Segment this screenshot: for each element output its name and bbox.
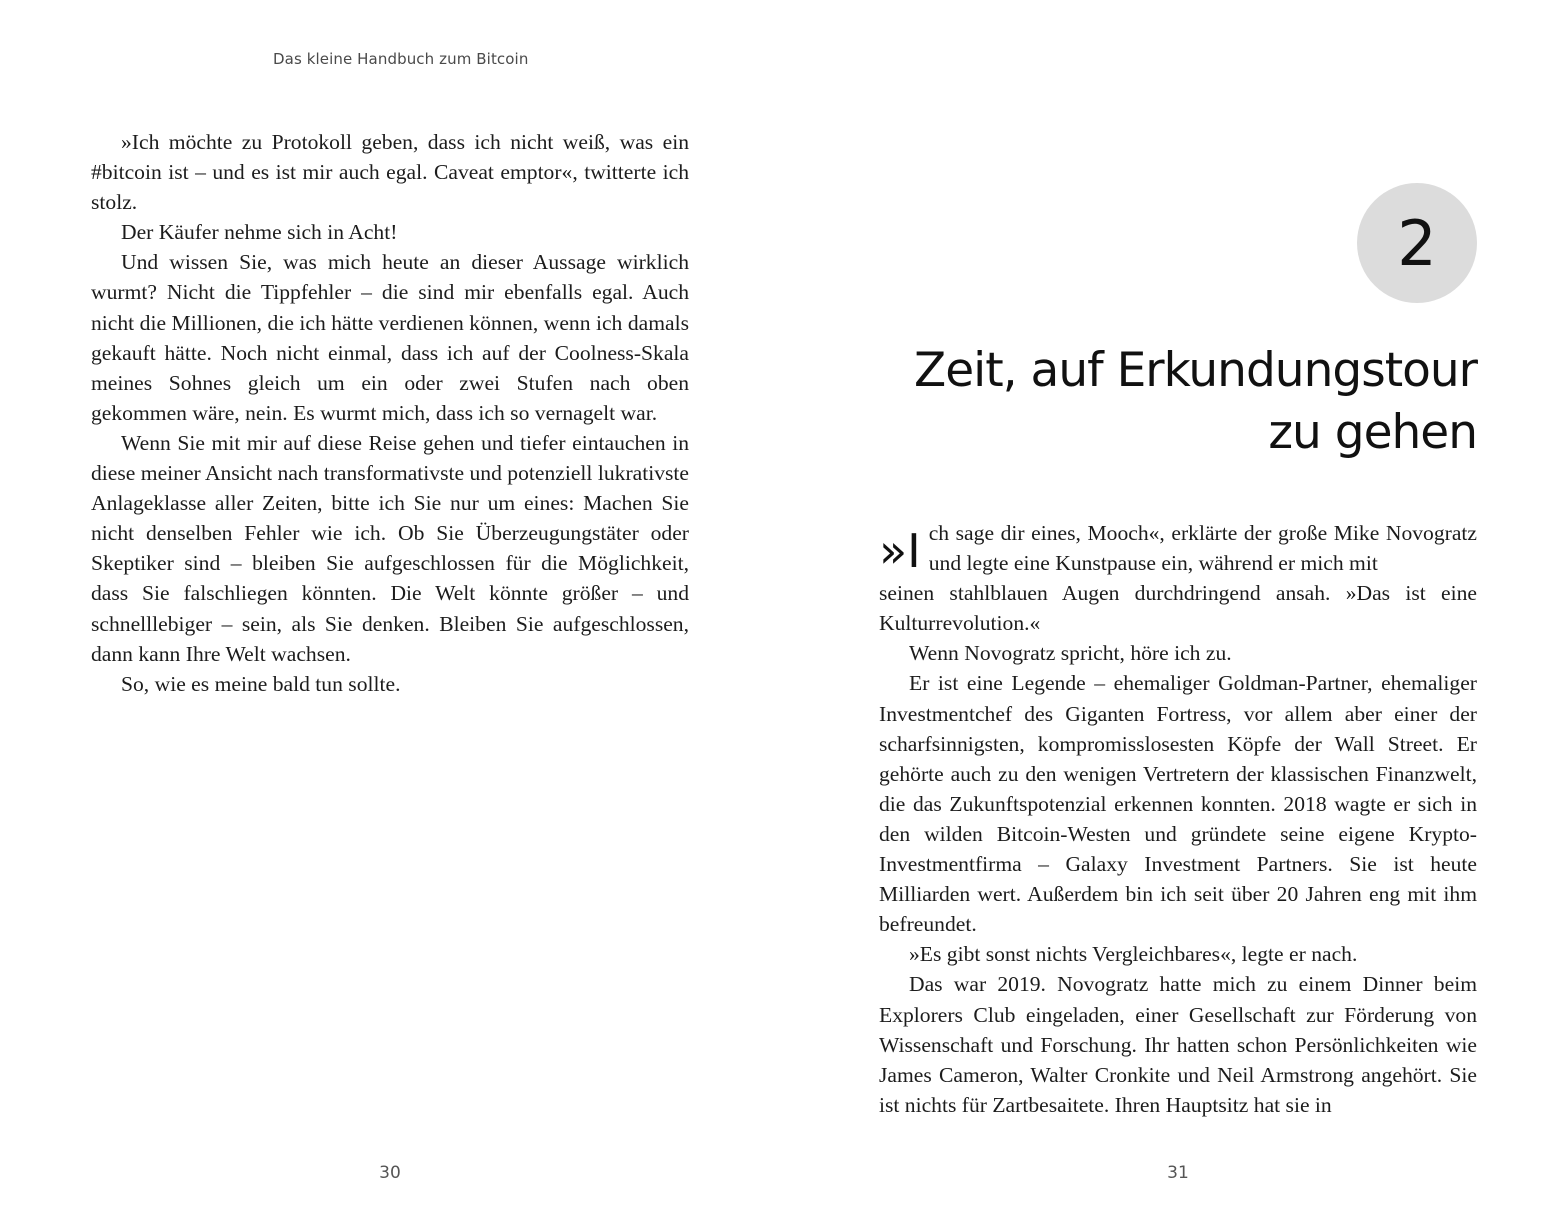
left-body-text (91, 127, 689, 699)
drop-cap: »I (879, 524, 921, 578)
paragraph: Und wissen Sie, was mich heute an dieser Aussage wirklich wurmt? Nicht die Tippfehler – die sind mir ebenfalls egal. Auch nicht die Millionen, die ich hätte verdienen können, wenn ich damals gekauft hätte. Noch nicht einmal, dass ich auf der Coolness-Skala meines Sohnes gleich um ein oder zwei Stufen nach oben gekommen wäre, nein. Es wurmt mich, dass ich so vernagelt war. (91, 250, 689, 425)
chapter-opening (879, 518, 1477, 578)
paragraph: Wenn Novogratz spricht, höre ich zu. (909, 641, 1232, 666)
chapter-title-line: zu gehen (1268, 405, 1477, 460)
page-number-right: 31 (1167, 1163, 1189, 1183)
paragraph: Das war 2019. Novogratz hatte mich zu einem Dinner beim Explorers Club eingeladen, einer Gesellschaft zur Förderung von Wissenschaft und Forschung. Ihr hatten schon Persönlichkeiten wie James Cameron, Walter Cronkite und Neil Armstrong angehört. Sie ist nichts für Zartbesaitete. Ihren Hauptsitz hat sie in (879, 972, 1477, 1117)
paragraph: Der Käufer nehme sich in Acht! (121, 220, 398, 245)
right-body-text (879, 518, 1477, 1120)
running-header: Das kleine Handbuch zum Bitcoin (273, 50, 529, 68)
chapter-title (877, 340, 1477, 464)
paragraph: »Ich möchte zu Protokoll geben, dass ich nicht weiß, was ein #bitcoin ist – und es ist mir auch egal. Caveat emptor«, twitterte ich stolz. (91, 130, 689, 215)
paragraph: »Es gibt sonst nichts Vergleichbares«, legte er nach. (909, 942, 1358, 967)
opening-continued: seinen stahlblauen Augen durchdringend ansah. »Das ist eine Kulturrevolution.« (879, 581, 1477, 636)
paragraph: Er ist eine Legende – ehemaliger Goldman-Partner, ehemaliger Investmentchef des Giganten Fortress, vor allem aber einer der scharfsinnigsten, kompromisslosesten Köpfe der Wall Street. Er gehörte auch zu den wenigen Vertretern der klassischen Finanzwelt, die das Zukunftspotenzial erkennen konnten. 2018 wagte er sich in den wilden Bitcoin-Westen und gründete seine eigene Krypto-Investmentfirma – Galaxy Investment Partners. Sie ist heute Milliarden wert. Außerdem bin ich seit über 20 Jahren eng mit ihm befreundet. (879, 671, 1477, 937)
opening-text (929, 518, 1477, 578)
chapter-number: 2 (1397, 206, 1437, 280)
page-number-left: 30 (379, 1163, 401, 1183)
paragraph: Wenn Sie mit mir auf diese Reise gehen und tiefer eintauchen in diese meiner Ansicht nach transformativste und potenziell lukrativste Anlageklasse aller Zeiten, bitte ich Sie nur um eines: Machen Sie nicht denselben Fehler wie ich. Ob Sie Überzeugungstäter oder Skeptiker sind – bleiben Sie aufgeschlossen für die Möglichkeit, dass Sie falschliegen könnten. Die Welt könnte größer – und schnelllebiger – sein, als Sie denken. Bleiben Sie aufgeschlossen, dann kann Ihre Welt wachsen. (91, 430, 689, 666)
chapter-number-badge (1357, 183, 1477, 303)
chapter-title-line: Zeit, auf Erkundungstour (914, 343, 1477, 398)
opening-lines: ch sage dir eines, Mooch«, erklärte der große Mike Novogratz und legte eine Kunstpause ein, während er mich mit (928, 521, 1477, 576)
right-page (784, 0, 1568, 1221)
paragraph: So, wie es meine bald tun sollte. (121, 671, 401, 696)
